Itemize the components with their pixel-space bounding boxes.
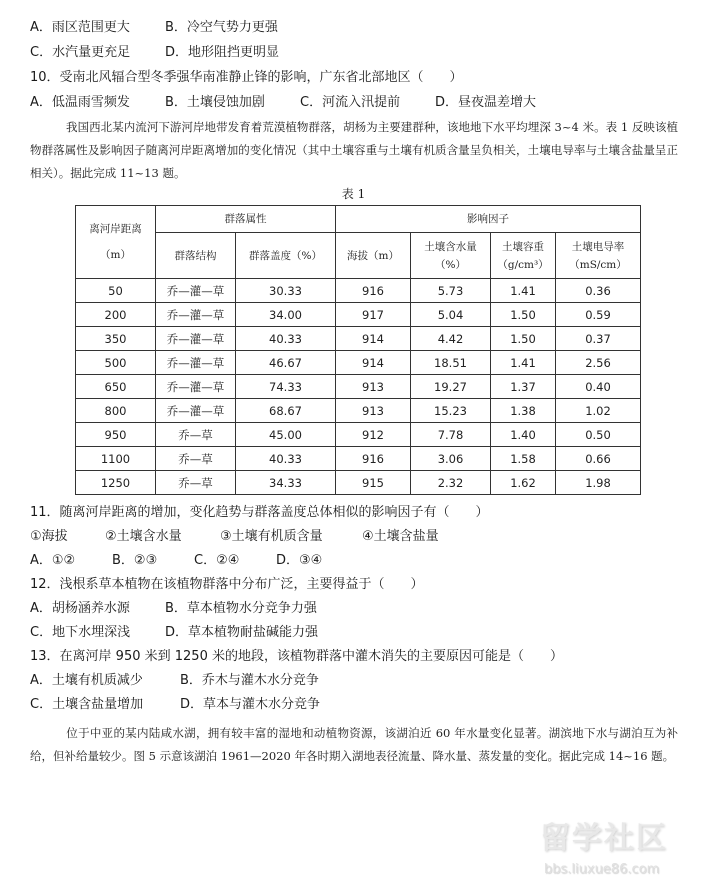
table-cell: 1.58 (491, 447, 556, 471)
header-conductivity (556, 233, 641, 279)
table-cell: 乔—草 (156, 447, 236, 471)
header-distance (76, 206, 156, 279)
q10-option-a: A．低温雨雪频发 (30, 95, 130, 110)
table-cell: 650 (76, 375, 156, 399)
q12-option-d: D．草本植物耐盐碱能力强 (165, 625, 319, 640)
data-table (75, 205, 641, 495)
q13-stem: 13．在离河岸 950 米到 1250 米的地段，该植物群落中灌木消失的主要原因可能是（ ） (30, 649, 563, 664)
table-cell: 914 (336, 351, 411, 375)
q11-items (30, 529, 439, 545)
header-structure: 群落结构 (156, 233, 236, 279)
table-cell: 0.66 (556, 447, 641, 471)
table-row (76, 423, 641, 447)
table-cell: 913 (336, 399, 411, 423)
q11-options (30, 553, 322, 569)
table-row (76, 471, 641, 495)
watermark-logo-text: 留学社区 (540, 821, 668, 856)
table-row (76, 279, 641, 303)
table-cell: 2.56 (556, 351, 641, 375)
header-bulk-density (491, 233, 556, 279)
table-cell: 乔—灌—草 (156, 375, 236, 399)
table-cell: 乔—灌—草 (156, 279, 236, 303)
q9-option-a: A．雨区范围更大 (30, 20, 130, 35)
q10-option-b: B．土壤侵蚀加剧 (165, 95, 265, 110)
q12-option-a: A．胡杨涵养水源 (30, 601, 130, 616)
table-cell: 350 (76, 327, 156, 351)
q11-stem: 11．随离河岸距离的增加，变化趋势与群落盖度总体相似的影响因子有（ ） (30, 505, 489, 520)
header-altitude: 海拔（m） (336, 233, 411, 279)
header-community: 群落属性 (156, 206, 336, 233)
table-cell: 5.04 (411, 303, 491, 327)
table-cell: 4.42 (411, 327, 491, 351)
table-caption: 表 1 (341, 187, 366, 201)
table-cell: 74.33 (236, 375, 336, 399)
table-cell: 200 (76, 303, 156, 327)
q12-options-row2 (30, 625, 318, 641)
q12-option-b: B．草本植物水分竞争力强 (165, 601, 317, 616)
table-cell: 34.33 (236, 471, 336, 495)
header-bulk-density-unit: （g/cm³） (497, 258, 549, 271)
table-cell: 乔—草 (156, 423, 236, 447)
table-cell: 1.38 (491, 399, 556, 423)
table-cell: 913 (336, 375, 411, 399)
table-row (76, 303, 641, 327)
table-cell: 1.37 (491, 375, 556, 399)
header-soil-moisture-label: 土壤含水量 (424, 240, 477, 253)
q10-options (30, 95, 536, 111)
table-cell: 15.23 (411, 399, 491, 423)
table-cell: 乔—草 (156, 471, 236, 495)
q13-option-d: D．草本与灌木水分竞争 (180, 697, 321, 712)
q13-option-a: A．土壤有机质减少 (30, 673, 143, 688)
table-cell: 乔—灌—草 (156, 399, 236, 423)
q9-option-d: D．地形阻挡更明显 (165, 45, 280, 60)
q10-option-c: C．河流入汛提前 (300, 95, 401, 110)
table-cell: 800 (76, 399, 156, 423)
table-cell: 0.37 (556, 327, 641, 351)
table-cell: 68.67 (236, 399, 336, 423)
header-bulk-density-label: 土壤容重 (502, 240, 544, 253)
q13-options-row1 (30, 673, 319, 689)
table-cell: 916 (336, 279, 411, 303)
q10-stem: 10．受南北风辐合型冬季强华南准静止锋的影响，广东省北部地区（ ） (30, 70, 463, 85)
table-cell: 45.00 (236, 423, 336, 447)
table-cell: 18.51 (411, 351, 491, 375)
table-row (76, 399, 641, 423)
q11-item-4: ④土壤含盐量 (362, 529, 439, 544)
q10-option-d: D．昼夜温差增大 (435, 95, 537, 110)
table-cell: 30.33 (236, 279, 336, 303)
header-distance-unit: （m） (100, 249, 131, 261)
table-cell: 950 (76, 423, 156, 447)
header-factors: 影响因子 (336, 206, 641, 233)
table-cell: 5.73 (411, 279, 491, 303)
header-soil-moisture (411, 233, 491, 279)
table-cell: 0.59 (556, 303, 641, 327)
table-cell: 0.40 (556, 375, 641, 399)
table-cell: 1.98 (556, 471, 641, 495)
watermark-logo (540, 822, 700, 882)
table-row (76, 375, 641, 399)
q11-item-2: ②土壤含水量 (105, 529, 182, 544)
table-cell: 1.62 (491, 471, 556, 495)
table-header-row-1 (76, 206, 641, 233)
passage-1 (30, 116, 678, 185)
header-soil-moisture-unit: （%） (435, 258, 466, 271)
table-cell: 1.02 (556, 399, 641, 423)
table-cell: 1.50 (491, 327, 556, 351)
header-coverage: 群落盖度（%） (236, 233, 336, 279)
table-cell: 1.50 (491, 303, 556, 327)
passage-2-text: 位于中亚的某内陆咸水湖，拥有较丰富的湿地和动植物资源，该湖泊近 60 年水量变化显著。湖滨地下水与湖泊互为补给，但补给量较少。图 5 示意该湖泊 1961—2020 年各时期入湖地表径流量、降水量、蒸发量的变化。据此完成 14~16 题。 (30, 726, 678, 763)
passage-2 (30, 722, 678, 768)
table-cell: 3.06 (411, 447, 491, 471)
table-cell: 1.41 (491, 351, 556, 375)
table-cell: 500 (76, 351, 156, 375)
q13-options-row2 (30, 697, 320, 713)
q11-option-d: D．③④ (276, 553, 323, 568)
q9-options-row2 (30, 45, 279, 61)
table-cell: 914 (336, 327, 411, 351)
table-cell: 1250 (76, 471, 156, 495)
table-cell: 0.36 (556, 279, 641, 303)
q11-option-a: A．①② (30, 553, 76, 568)
watermark-url: bbs.liuxue86.com (544, 862, 660, 877)
table-row (76, 327, 641, 351)
q12-option-c: C．地下水埋深浅 (30, 625, 131, 640)
table-cell: 乔—灌—草 (156, 351, 236, 375)
table-cell: 40.33 (236, 447, 336, 471)
table-cell: 1.40 (491, 423, 556, 447)
table-cell: 乔—灌—草 (156, 327, 236, 351)
table-cell: 916 (336, 447, 411, 471)
q11-item-3: ③土壤有机质含量 (220, 529, 323, 544)
table-body (76, 279, 641, 495)
table-cell: 917 (336, 303, 411, 327)
table-cell: 乔—灌—草 (156, 303, 236, 327)
header-conductivity-unit: （mS/cm） (569, 258, 627, 271)
q12-stem: 12．浅根系草本植物在该植物群落中分布广泛，主要得益于（ ） (30, 577, 424, 592)
q9-options-row1 (30, 20, 278, 36)
header-distance-label: 离河岸距离 (89, 223, 142, 235)
table-cell: 1.41 (491, 279, 556, 303)
q13-option-c: C．土壤含盐量增加 (30, 697, 144, 712)
table-cell: 915 (336, 471, 411, 495)
q11-option-b: B．②③ (112, 553, 158, 568)
q9-option-b: B．冷空气势力更强 (165, 20, 278, 35)
table-cell: 912 (336, 423, 411, 447)
table-row (76, 351, 641, 375)
table-cell: 0.50 (556, 423, 641, 447)
table-cell: 2.32 (411, 471, 491, 495)
q12-options-row1 (30, 601, 317, 617)
table-cell: 50 (76, 279, 156, 303)
passage-1-text: 我国西北某内流河下游河岸地带发育着荒漠植物群落，胡杨为主要建群种，该地地下水平均埋深 3~4 米。表 1 反映该植物群落属性及影响因子随离河岸距离增加的变化情况（其中土壤容重与土壤有机质含量呈负相关，土壤电导率与土壤含盐量呈正相关）。据此完成 11~13 题。 (30, 120, 678, 180)
q13-option-b: B．乔木与灌木水分竞争 (180, 673, 319, 688)
table-cell: 19.27 (411, 375, 491, 399)
header-conductivity-label: 土壤电导率 (571, 240, 625, 253)
table-cell: 1100 (76, 447, 156, 471)
table-cell: 40.33 (236, 327, 336, 351)
q9-option-c: C．水汽量更充足 (30, 45, 131, 60)
q11-option-c: C．②④ (194, 553, 240, 568)
table-cell: 7.78 (411, 423, 491, 447)
table-cell: 46.67 (236, 351, 336, 375)
table-row (76, 447, 641, 471)
table-cell: 34.00 (236, 303, 336, 327)
q11-item-1: ①海拔 (30, 529, 68, 544)
table-header-row-2 (76, 233, 641, 279)
